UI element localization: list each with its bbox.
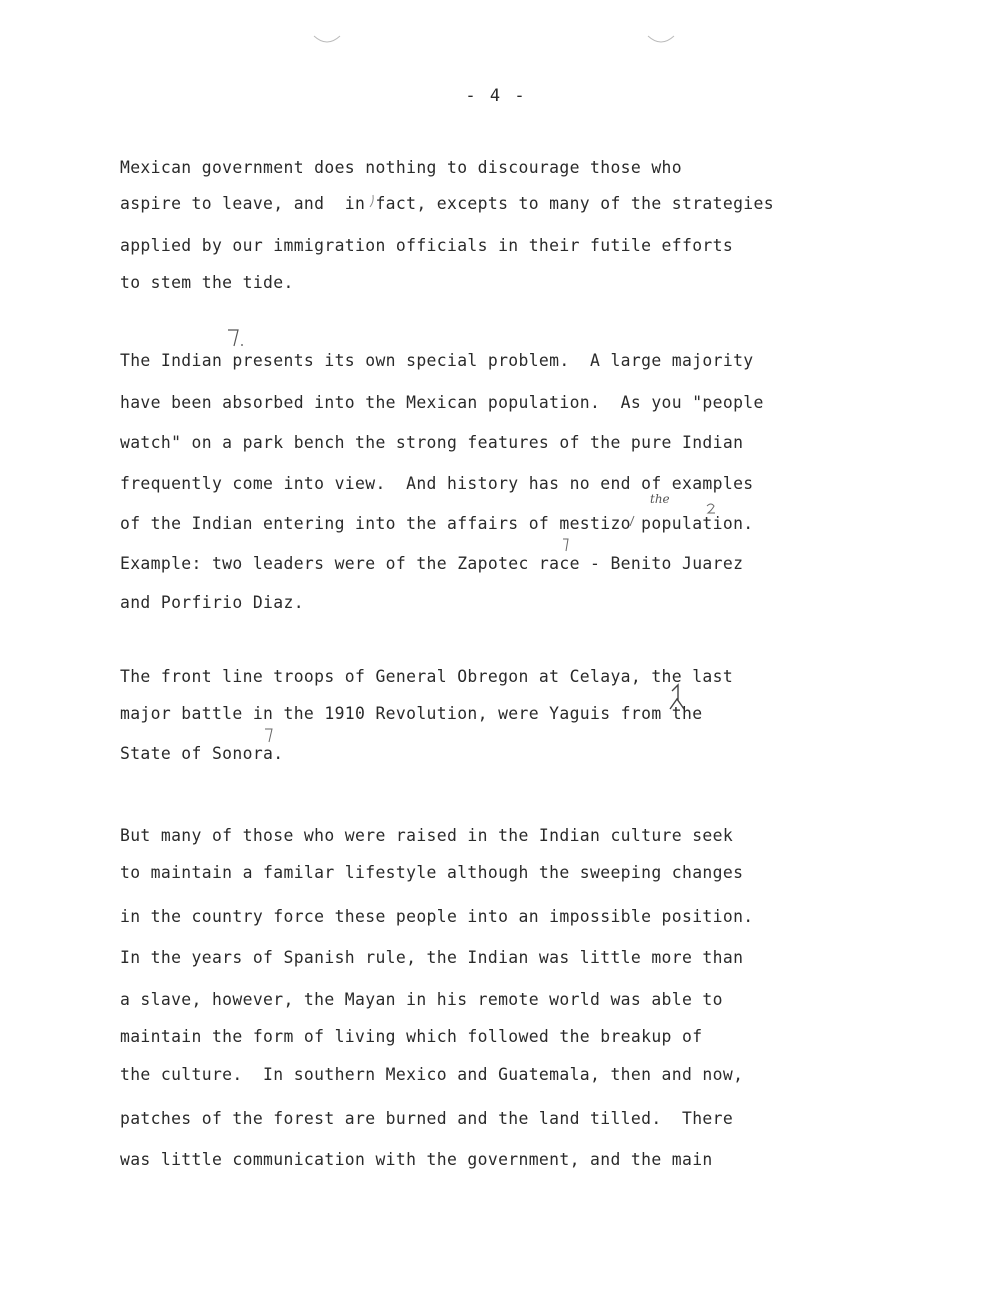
text-line: frequently come into view. And history has no end of examples [120, 474, 754, 493]
text-line: aspire to leave, and in fact, excepts to many of the strategies [120, 194, 774, 213]
text-line: in the country force these people into an impossible position. [120, 907, 754, 926]
text-line: The front line troops of General Obregon at Celaya, the last [120, 667, 734, 686]
accent-mark [704, 502, 718, 516]
page-number: - 4 - [465, 86, 527, 106]
handwritten-comma-mark [368, 193, 376, 209]
text-line: But many of those who were raised in the Indian culture seek [120, 826, 734, 845]
accent-mark [262, 726, 276, 746]
text-line: The Indian presents its own special problem. A large majority [120, 351, 754, 370]
text-line: In the years of Spanish rule, the Indian was little more than [120, 948, 744, 967]
text-line: was little communication with the government, and the main [120, 1150, 713, 1169]
text-line: to stem the tide. [120, 273, 294, 292]
text-line: applied by our immigration officials in their futile efforts [120, 236, 734, 255]
text-line: of the Indian entering into the affairs of mestizo population. [120, 514, 754, 533]
text-line: major battle in the 1910 Revolution, were Yaguis from the [120, 704, 703, 723]
accent-mark [561, 536, 571, 554]
text-line: State of Sonora. [120, 744, 284, 763]
text-line: and Porfirio Diaz. [120, 593, 304, 612]
caret-mark [628, 514, 636, 528]
text-line: the culture. In southern Mexico and Guatemala, then and now, [120, 1065, 744, 1084]
text-line: maintain the form of living which followed the breakup of [120, 1027, 703, 1046]
text-line: a slave, however, the Mayan in his remote world was able to [120, 990, 723, 1009]
text-line: have been absorbed into the Mexican population. As you "people [120, 393, 764, 412]
text-line: watch" on a park bench the strong features of the pure Indian [120, 433, 744, 452]
handwritten-note-mark [224, 326, 250, 352]
text-line: Mexican government does nothing to discourage those who [120, 158, 682, 177]
hole-punch-mark-left [312, 34, 342, 48]
text-line: to maintain a familar lifestyle although the sweeping changes [120, 863, 744, 882]
hole-punch-mark-right [646, 34, 676, 48]
accent-mark [668, 683, 686, 713]
text-line: Example: two leaders were of the Zapotec race - Benito Juarez [120, 554, 744, 573]
text-line: patches of the forest are burned and the land tilled. There [120, 1109, 734, 1128]
handwritten-insertion: the [650, 492, 670, 506]
